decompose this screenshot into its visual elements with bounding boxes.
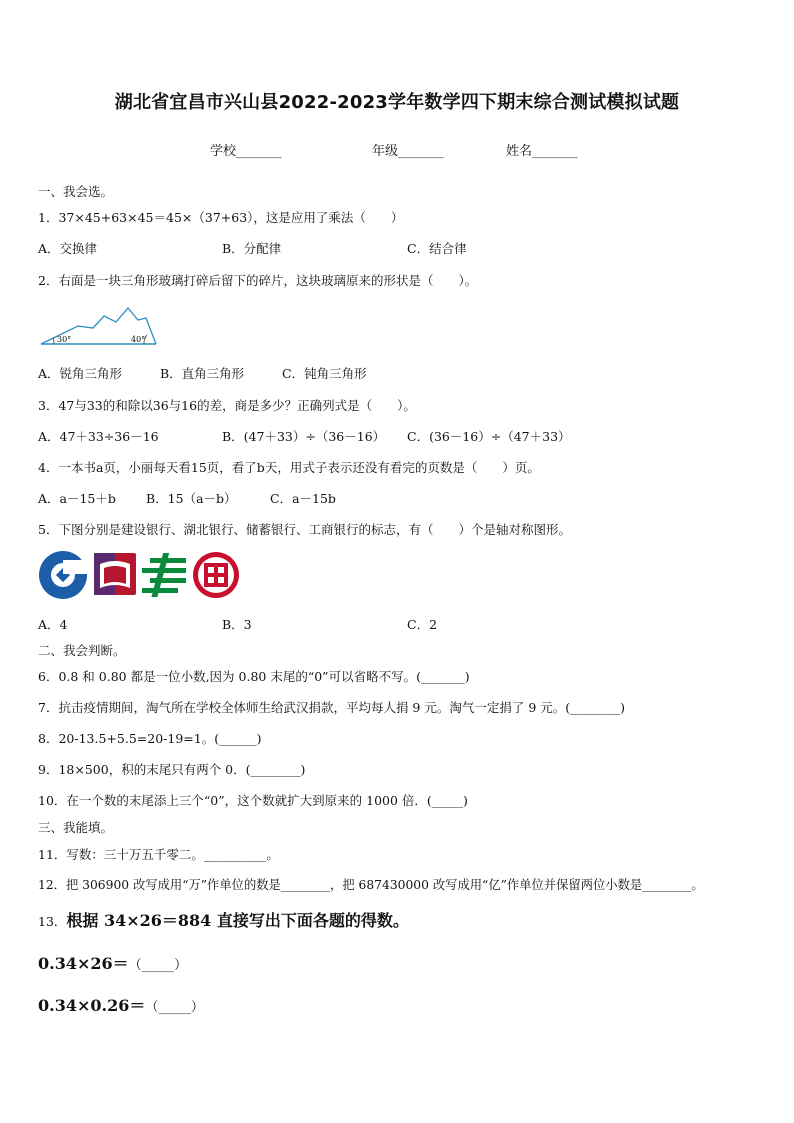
section-judge: 二、我会判断。 bbox=[38, 643, 126, 658]
question-13-stem: 根据 34×26＝884 直接写出下面各题的得数。 bbox=[66, 911, 409, 930]
question-11: 11．写数：三十万五千零二。__________。 bbox=[38, 847, 279, 862]
q4-option-a[interactable]: A．a－15＋b bbox=[38, 491, 116, 506]
q13-item-1 bbox=[38, 951, 187, 974]
school-field[interactable]: 学校_______ bbox=[210, 144, 282, 159]
question-5: 5．下图分别是建设银行、湖北银行、储蓄银行、工商银行的标志，有（ ）个是轴对称图形。 bbox=[38, 522, 571, 537]
q1-option-b[interactable]: B．分配律 bbox=[222, 241, 282, 256]
q13-expression-1: 0.34×26＝ bbox=[38, 954, 129, 973]
q3-option-a[interactable]: A．47＋33÷36－16 bbox=[38, 429, 159, 444]
q5-option-b[interactable]: B．3 bbox=[222, 617, 252, 632]
q1-option-c[interactable]: C．结合律 bbox=[407, 241, 467, 256]
icbc-logo-icon bbox=[193, 552, 239, 598]
q3-option-b[interactable]: B．(47＋33）÷（36－16） bbox=[222, 429, 386, 444]
q1-option-a[interactable]: A．交换律 bbox=[38, 241, 98, 256]
question-7: 7．抗击疫情期间，淘气所在学校全体师生给武汉捐款，平均每人捐 9 元。淘气一定捐了 9 元。(________) bbox=[38, 700, 626, 715]
left-angle-arc bbox=[53, 338, 54, 344]
section-choice: 一、我会选。 bbox=[38, 184, 114, 199]
question-9: 9．18×500，积的末尾只有两个 0．(________) bbox=[38, 762, 306, 777]
right-angle-label: 40° bbox=[131, 335, 146, 344]
question-13 bbox=[38, 908, 409, 931]
q5-option-a[interactable]: A．4 bbox=[38, 617, 68, 632]
question-12: 12．把 306900 改写成用“万”作单位的数是________，把 687430000 改写成用“亿”作单位并保留两位小数是________。 bbox=[38, 878, 704, 892]
page-title: 湖北省宜昌市兴山县2022-2023学年数学四下期末综合测试模拟试题 bbox=[114, 92, 680, 113]
q5-option-c[interactable]: C．2 bbox=[407, 617, 438, 632]
question-6: 6．0.8 和 0.80 都是一位小数,因为 0.80 末尾的“0”可以省略不写。(_______) bbox=[38, 669, 470, 684]
question-10: 10．在一个数的末尾添上三个“0”，这个数就扩大到原来的 1000 倍．(_____) bbox=[38, 793, 468, 808]
question-8: 8．20-13.5+5.5=20-19=1。(______) bbox=[38, 731, 262, 746]
name-field[interactable]: 姓名_______ bbox=[506, 144, 578, 159]
q13-answer-blank-1[interactable]: （_____） bbox=[128, 958, 188, 973]
q3-option-c[interactable]: C．(36－16）÷（47＋33） bbox=[407, 429, 571, 444]
left-angle-label: 30° bbox=[57, 335, 72, 344]
q4-option-b[interactable]: B．15（a－b） bbox=[146, 491, 237, 506]
q2-option-b[interactable]: B．直角三角形 bbox=[160, 366, 245, 381]
hubei-bank-logo-icon bbox=[94, 553, 136, 595]
q4-option-c[interactable]: C．a－15b bbox=[270, 491, 336, 506]
question-1: 1．37×45+63×45＝45×（37+63），这是应用了乘法（ ） bbox=[38, 210, 404, 225]
bank-logos bbox=[38, 550, 248, 600]
grade-field[interactable]: 年级_______ bbox=[372, 144, 444, 159]
q13-answer-blank-2[interactable]: （_____） bbox=[145, 1000, 204, 1015]
question-4: 4．一本书a页，小丽每天看15页，看了b天，用式子表示还没有看完的页数是（ ）页。 bbox=[38, 460, 540, 475]
ccb-logo-icon bbox=[39, 551, 89, 599]
q13-expression-2: 0.34×0.26＝ bbox=[38, 996, 146, 1015]
question-2: 2．右面是一块三角形玻璃打碎后留下的碎片，这块玻璃原来的形状是（ ）。 bbox=[38, 273, 478, 288]
q13-item-2 bbox=[38, 993, 204, 1016]
glass-fragment-figure bbox=[38, 304, 158, 348]
q2-option-a[interactable]: A．锐角三角形 bbox=[38, 366, 123, 381]
section-fill: 三、我能填。 bbox=[38, 820, 114, 835]
question-13-number: 13． bbox=[38, 914, 67, 929]
question-3: 3．47与33的和除以36与16的差，商是多少？正确列式是（ ）。 bbox=[38, 398, 416, 413]
q2-option-c[interactable]: C．钝角三角形 bbox=[282, 366, 367, 381]
postal-savings-logo-icon bbox=[142, 553, 186, 597]
